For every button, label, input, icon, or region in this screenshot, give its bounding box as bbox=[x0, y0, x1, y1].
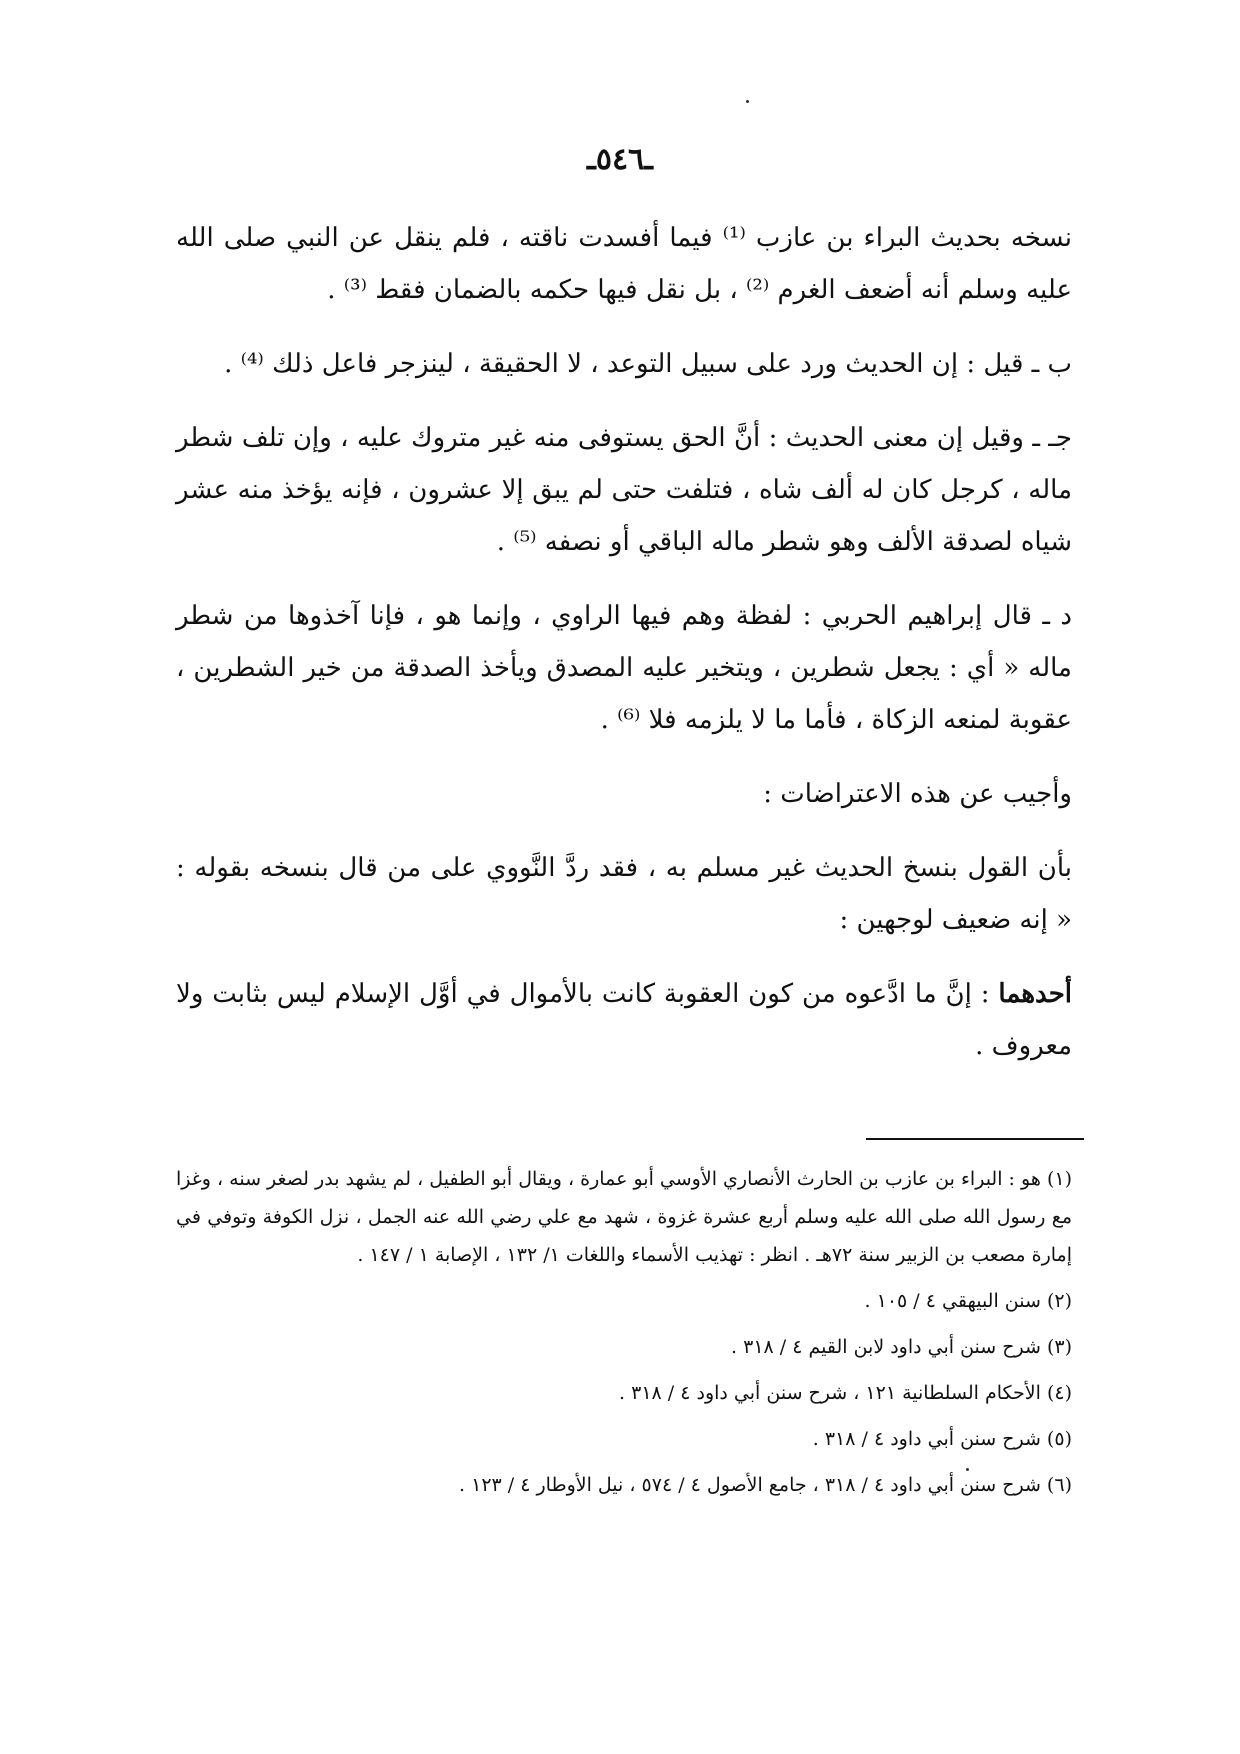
footnote-item: (١) هو : البراء بن عازب بن الحارث الأنصاري الأوسي أبو عمارة ، ويقال أبو الطفيل ، لم يشهد بدر لصغر سنه ، وغزا مع رسول الله صلى الله عليه وسلم أربع عشرة غزوة ، شهد مع علي رضي الله عنه الجمل ، نزل الكوفة وتوفي في إمارة مصعب بن الزبير سنة ٧٢هـ . انظر : تهذيب الأسماء واللغات ١/ ١٣٢ ، الإصابة ١ / ١٤٧ . bbox=[176, 1168, 1072, 1266]
footnote-item: (٢) سنن البيهقي ٤ / ١٠٥ . bbox=[864, 1290, 1072, 1312]
footnote-item: (٦) شرح سنن أبي داود ٤ / ٣١٨ ، جامع الأصول ٤ / ٥٧٤ ، نيل الأوطار ٤ / ١٢٣ . bbox=[459, 1474, 1072, 1496]
paragraph: ب ـ قيل : إن الحديث ورد على سبيل التوعد ، لا الحقيقة ، لينزجر فاعل ذلك ⁽⁴⁾ . bbox=[224, 349, 1072, 379]
paragraph: بأن القول بنسخ الحديث غير مسلم به ، فقد ردَّ النَّووي على من قال بنسخه بقوله : « إنه ضعيف لوجهين : bbox=[176, 853, 1072, 935]
paragraph: د ـ قال إبراهيم الحربي : لفظة وهم فيها الراوي ، وإنما هو ، فإنا آخذوها من شطر ماله « أي : يجعل شطرين ، ويتخير عليه المصدق ويأخذ الصدقة من خير الشطرين ، عقوبة لمنعه الزكاة ، فأما ما لا يلزمه فلا ⁽⁶⁾ . bbox=[176, 601, 1072, 735]
paragraph-lead: أحدهما bbox=[998, 979, 1072, 1009]
footnote-item: (٣) شرح سنن أبي داود لابن القيم ٤ / ٣١٨ . bbox=[731, 1336, 1072, 1358]
scan-speck bbox=[746, 100, 749, 103]
paragraph-rest: : إنَّ ما ادَّعوه من كون العقوبة كانت بالأموال في أوَّل الإسلام ليس بثابت ولا معروف . bbox=[176, 979, 1072, 1061]
paragraph: وأجيب عن هذه الاعتراضات : bbox=[763, 779, 1072, 809]
main-text bbox=[176, 212, 1072, 1094]
footnote-item: (٤) الأحكام السلطانية ١٢١ ، شرح سنن أبي داود ٤ / ٣١٨ . bbox=[619, 1382, 1072, 1404]
paragraph bbox=[176, 968, 1072, 1072]
page-number: ـ٥٤٦ـ bbox=[587, 142, 653, 177]
footnote-item: (٥) شرح سنن أبي داود ٤ / ٣١٨ . bbox=[812, 1428, 1072, 1450]
paragraph: جـ ـ وقيل إن معنى الحديث : أنَّ الحق يستوفى منه غير متروك عليه ، وإن تلف شطر ماله ، كرجل كان له ألف شاه ، فتلفت حتى لم يبق إلا عشرون ، فإنه يؤخذ منه عشر شياه لصدقة الألف وهو شطر ماله الباقي أو نصفه ⁽⁵⁾ . bbox=[176, 423, 1072, 557]
paragraph: نسخه بحديث البراء بن عازب ⁽¹⁾ فيما أفسدت ناقته ، فلم ينقل عن النبي صلى الله عليه وسلم أنه أضعف الغرم ⁽²⁾ ، بل نقل فيها حكمه بالضمان فقط ⁽³⁾ . bbox=[176, 223, 1072, 305]
footnotes bbox=[176, 1160, 1072, 1512]
footnote-separator bbox=[866, 1138, 1084, 1140]
